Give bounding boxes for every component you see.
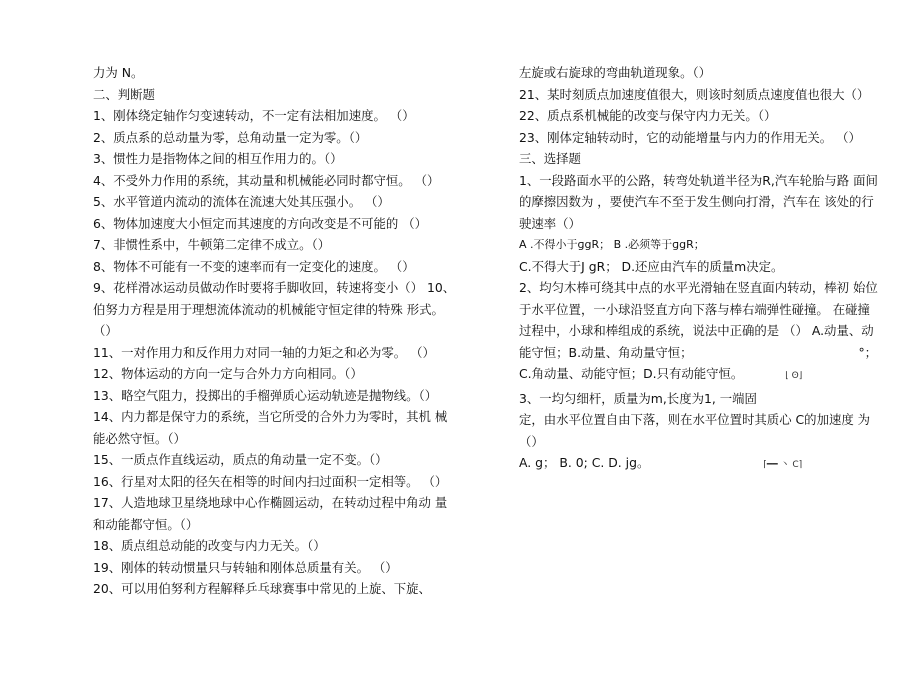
question-line: 13、略空气阻力，投掷出的手榴弹质心运动轨迹是抛物线。（） — [93, 387, 438, 403]
option-line: A .不得小于ɡgR； B .必须等于ɡgR； — [519, 238, 705, 251]
degree-mark: °； — [858, 344, 878, 360]
question-line: 能必然守恒。（） — [93, 430, 186, 446]
option-text: A. g； B. 0; C. D. jg。 — [519, 455, 650, 470]
rod-pivot-diagram-icon: ⌊ ʘ⌋ — [785, 371, 803, 381]
question-line: 16、行星对太阳的径矢在相等的时间内扫过面积一定相等。 （） — [93, 473, 448, 489]
question-line: 12、物体运动的方向一定与合外力方向相同。（） — [93, 366, 363, 381]
question-line: 过程中，小球和棒组成的系统，说法中正确的是 （） A.动量、动 — [519, 323, 874, 338]
question-line: 3、一均匀细杆，质量为m,长度为1, 一端固 — [519, 390, 757, 406]
question-line: 的摩擦因数为 ，要使汽车不至于发生侧向打滑，汽车在 该处的行 — [519, 194, 874, 209]
question-line: 伯努力方程是用于理想流体流动的机械能守恒定律的特殊 形式。 — [93, 301, 444, 317]
question-line: 19、刚体的转动惯量只与转轴和刚体总质量有关。 （） — [93, 559, 398, 575]
question-line: 17、人造地球卫星绕地球中心作椭圆运动，在转动过程中角动 量 — [93, 495, 448, 510]
question-line: 2、均匀木棒可绕其中点的水平光滑轴在竖直面内转动，棒初 始位 — [519, 280, 878, 295]
option-line — [519, 342, 879, 364]
option-text: C.角动量、动能守恒；D.只有动能守恒。 — [519, 366, 744, 381]
question-line: 20、可以用伯努利方程解释乒乓球赛事中常见的上旋、下旋、 — [93, 581, 431, 596]
left-column — [93, 62, 456, 600]
question-line: 驶速率（） — [519, 215, 581, 231]
question-line: 5、水平管道内流动的流体在流速大处其压强小。 （） — [93, 194, 390, 209]
question-line: 11、一对作用力和反作用力对同一轴的力矩之和必为零。 （） — [93, 344, 435, 360]
question-line: 2、质点系的总动量为零，总角动量一定为零。（） — [93, 129, 368, 145]
question-line: 18、质点组总动能的改变与内力无关。（） — [93, 538, 326, 553]
right-column — [519, 62, 879, 477]
question-line: 8、物体不可能有一不变的速率而有一定变化的速度。 （） — [93, 258, 415, 274]
option-line — [519, 452, 879, 477]
question-line: （） — [93, 323, 118, 338]
section-heading-choice: 三、选择题 — [519, 151, 581, 166]
question-line: 1、刚体绕定轴作匀变速转动，不一定有法相加速度。 （） — [93, 108, 415, 123]
option-line — [519, 363, 879, 388]
question-line: 7、非惯性系中，牛顿第二定律不成立。（） — [93, 237, 331, 252]
question-line: 1、一段路面水平的公路，转弯处轨道半径为R,汽车轮胎与路 面间 — [519, 172, 878, 188]
option-line: C.不得大于J gR； D.还应由汽车的质量m决定。 — [519, 258, 784, 274]
option-text: 能守恒；B.动量、角动量守恒； — [519, 344, 693, 360]
question-line: 3、惯性力是指物体之间的相互作用力的。（） — [93, 151, 343, 166]
question-line: 14、内力都是保守力的系统，当它所受的合外力为零时，其机 械 — [93, 409, 448, 424]
text-line: 力为 N。 — [93, 65, 144, 80]
question-line: 定，由水平位置自由下落，则在水平位置时其质心 C的加速度 为 — [519, 412, 871, 427]
question-line: 23、刚体定轴转动时，它的动能增量与内力的作用无关。 （） — [519, 129, 861, 145]
question-line: 9、花样滑冰运动员做动作时要将手脚收回，转速将变小（） 10、 — [93, 280, 456, 295]
question-line: 4、不受外力作用的系统，其动量和机械能必同时都守恒。 （） — [93, 172, 440, 188]
rod-diagram-icon: ⌈━━ 丶 C⌉ — [763, 460, 803, 470]
question-line: 于水平位置，一小球沿竖直方向下落与棒右端弹性碰撞。 在碰撞 — [519, 301, 870, 317]
question-line: 和动能都守恒。（） — [93, 516, 199, 532]
question-line: （） — [519, 433, 544, 449]
question-line: 左旋或右旋球的弯曲轨道现象。（） — [519, 65, 712, 80]
question-line: 15、一质点作直线运动，质点的角动量一定不变。（） — [93, 452, 388, 467]
question-line: 6、物体加速度大小恒定而其速度的方向改变是不可能的 （） — [93, 215, 427, 231]
question-line: 22、质点系机械能的改变与保守内力无关。（） — [519, 108, 777, 123]
question-line: 21、某时刻质点加速度值很大，则该时刻质点速度值也很大（） — [519, 86, 870, 102]
section-heading-judgment: 二、判断题 — [93, 86, 155, 102]
